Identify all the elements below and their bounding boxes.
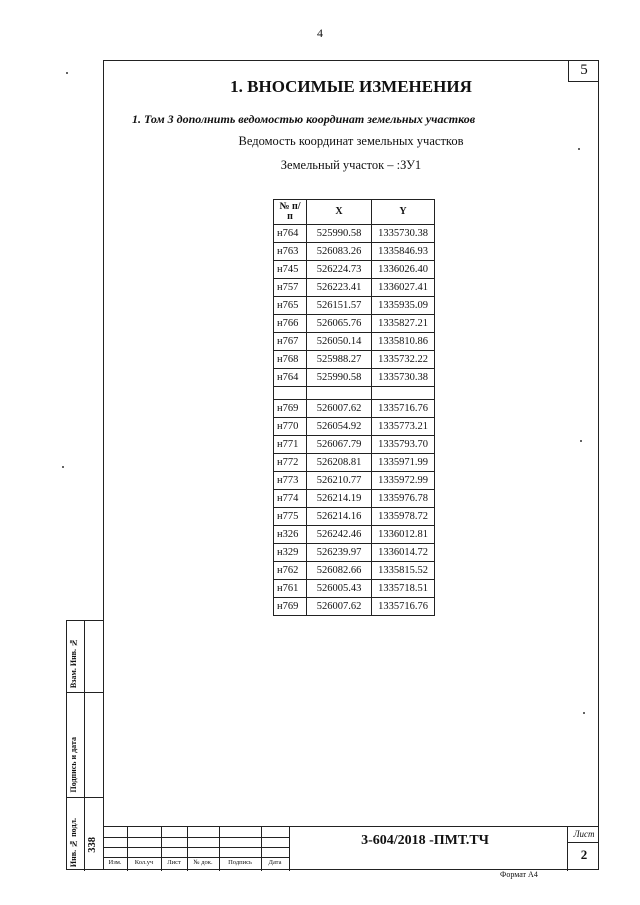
table-row bbox=[274, 225, 435, 243]
table-row bbox=[274, 508, 435, 526]
stamp-col-list: Лист bbox=[167, 859, 181, 866]
table-row bbox=[274, 598, 435, 616]
point-name-cell: н775 bbox=[274, 508, 307, 526]
y-coord-cell: 1335773.21 bbox=[372, 418, 435, 436]
y-coord-cell: 1335793.70 bbox=[372, 436, 435, 454]
y-coord-cell: 1335716.76 bbox=[372, 400, 435, 418]
side-label-inv: Инв. № подл. bbox=[69, 817, 78, 867]
point-name-cell: н745 bbox=[274, 261, 307, 279]
scan-speck bbox=[583, 712, 585, 714]
y-coord-cell: 1336027.41 bbox=[372, 279, 435, 297]
table-row bbox=[274, 243, 435, 261]
scan-speck bbox=[66, 72, 68, 74]
y-coord-cell: 1335846.93 bbox=[372, 243, 435, 261]
x-coord-cell: 526208.81 bbox=[307, 454, 372, 472]
y-coord-cell: 1335730.38 bbox=[372, 369, 435, 387]
sheet-value: 2 bbox=[580, 847, 588, 862]
stamp-col-doc: № док. bbox=[193, 859, 213, 866]
x-coord-cell: 526007.62 bbox=[307, 400, 372, 418]
x-coord-cell: 526082.66 bbox=[307, 562, 372, 580]
stamp-col-data: Дата bbox=[268, 859, 282, 866]
table-row bbox=[274, 454, 435, 472]
point-name-cell: н326 bbox=[274, 526, 307, 544]
scan-speck bbox=[578, 148, 580, 150]
side-cell-inv bbox=[67, 798, 103, 871]
x-coord-cell: 526210.77 bbox=[307, 472, 372, 490]
point-name-cell: н769 bbox=[274, 400, 307, 418]
x-coord-cell: 526242.46 bbox=[307, 526, 372, 544]
coordinates-table bbox=[273, 199, 435, 616]
table-row bbox=[274, 490, 435, 508]
table-row bbox=[274, 562, 435, 580]
x-coord-cell: 525988.27 bbox=[307, 351, 372, 369]
x-coord-cell: 526223.41 bbox=[307, 279, 372, 297]
y-coord-cell: 1335732.22 bbox=[372, 351, 435, 369]
point-name-cell: н329 bbox=[274, 544, 307, 562]
table-row bbox=[274, 580, 435, 598]
scan-speck bbox=[580, 440, 582, 442]
side-label-podpis: Подпись и дата bbox=[69, 737, 78, 793]
point-name-cell: н771 bbox=[274, 436, 307, 454]
x-coord-cell: 526065.76 bbox=[307, 315, 372, 333]
x-coord-cell: 526007.62 bbox=[307, 598, 372, 616]
side-cell-podpis bbox=[67, 693, 103, 798]
x-coord-cell: 526214.19 bbox=[307, 490, 372, 508]
y-coord-cell: 1335730.38 bbox=[372, 225, 435, 243]
x-coord-cell: 526067.79 bbox=[307, 436, 372, 454]
point-name-cell: н764 bbox=[274, 369, 307, 387]
y-coord-cell: 1335716.76 bbox=[372, 598, 435, 616]
point-name-cell: н765 bbox=[274, 297, 307, 315]
stamp-col-izm: Изм. bbox=[108, 859, 122, 866]
table-row bbox=[274, 436, 435, 454]
y-coord-cell: 1335972.99 bbox=[372, 472, 435, 490]
y-coord-cell: 1336012.81 bbox=[372, 526, 435, 544]
table-row bbox=[274, 544, 435, 562]
title-block bbox=[103, 826, 599, 870]
stamp-col-kolvo: Кол.уч bbox=[134, 859, 154, 866]
document-number: 3-604/2018 -ПМТ.ТЧ bbox=[361, 833, 489, 848]
side-cell-vzam bbox=[67, 621, 103, 693]
point-name-cell: н763 bbox=[274, 243, 307, 261]
table-row bbox=[274, 297, 435, 315]
point-name-cell: н774 bbox=[274, 490, 307, 508]
plot-title: Земельный участок – :ЗУ1 bbox=[280, 158, 422, 172]
x-coord-cell: 526083.26 bbox=[307, 243, 372, 261]
table-row bbox=[274, 315, 435, 333]
point-name-cell: н770 bbox=[274, 418, 307, 436]
side-label-vzam: Взам. Инв. № bbox=[69, 637, 78, 688]
side-stamp bbox=[66, 620, 103, 870]
table-row bbox=[274, 526, 435, 544]
y-coord-cell: 1335827.21 bbox=[372, 315, 435, 333]
y-coord-cell: 1336026.40 bbox=[372, 261, 435, 279]
change-item: 1. Том 3 дополнить ведомостью координат земельных участков bbox=[132, 112, 476, 126]
table-row bbox=[274, 261, 435, 279]
point-name-cell: н767 bbox=[274, 333, 307, 351]
point-name-cell: н766 bbox=[274, 315, 307, 333]
table-row bbox=[274, 472, 435, 490]
point-name-cell: н772 bbox=[274, 454, 307, 472]
table-row bbox=[274, 333, 435, 351]
y-coord-cell: 1336014.72 bbox=[372, 544, 435, 562]
side-inv-value: 338 bbox=[87, 837, 98, 853]
stamp-col-podpis: Подпись bbox=[228, 859, 252, 866]
col-header-y: Y bbox=[372, 200, 435, 225]
y-coord-cell: 1335978.72 bbox=[372, 508, 435, 526]
x-coord-cell: 526050.14 bbox=[307, 333, 372, 351]
sheet-number-box: 5 bbox=[568, 60, 599, 82]
point-name-cell: н764 bbox=[274, 225, 307, 243]
table-row-separator bbox=[274, 387, 435, 400]
x-coord-cell: 526214.16 bbox=[307, 508, 372, 526]
y-coord-cell: 1335815.52 bbox=[372, 562, 435, 580]
x-coord-cell: 526005.43 bbox=[307, 580, 372, 598]
x-coord-cell: 526224.73 bbox=[307, 261, 372, 279]
table-row bbox=[274, 351, 435, 369]
point-name-cell: н768 bbox=[274, 351, 307, 369]
format-label: Формат А4 bbox=[500, 870, 538, 879]
table-row bbox=[274, 418, 435, 436]
point-name-cell: н773 bbox=[274, 472, 307, 490]
y-coord-cell: 1335810.86 bbox=[372, 333, 435, 351]
point-name-cell: н769 bbox=[274, 598, 307, 616]
statement-title: Ведомость координат земельных участков bbox=[238, 134, 464, 148]
col-header-x: X bbox=[307, 200, 372, 225]
table-header-row bbox=[274, 200, 435, 225]
page-number: 4 bbox=[317, 26, 323, 40]
table-row bbox=[274, 369, 435, 387]
table-row bbox=[274, 400, 435, 418]
y-coord-cell: 1335971.99 bbox=[372, 454, 435, 472]
x-coord-cell: 525990.58 bbox=[307, 369, 372, 387]
y-coord-cell: 1335976.78 bbox=[372, 490, 435, 508]
section-heading: 1. ВНОСИМЫЕ ИЗМЕНЕНИЯ bbox=[230, 77, 472, 96]
col-header-num: № п/п bbox=[274, 200, 307, 225]
point-name-cell: н761 bbox=[274, 580, 307, 598]
y-coord-cell: 1335935.09 bbox=[372, 297, 435, 315]
scan-speck bbox=[62, 466, 64, 468]
point-name-cell: н762 bbox=[274, 562, 307, 580]
x-coord-cell: 526054.92 bbox=[307, 418, 372, 436]
x-coord-cell: 526239.97 bbox=[307, 544, 372, 562]
x-coord-cell: 526151.57 bbox=[307, 297, 372, 315]
sheet-label: Лист bbox=[573, 829, 595, 839]
point-name-cell: н757 bbox=[274, 279, 307, 297]
x-coord-cell: 525990.58 bbox=[307, 225, 372, 243]
table-body bbox=[274, 225, 435, 616]
table-row bbox=[274, 279, 435, 297]
y-coord-cell: 1335718.51 bbox=[372, 580, 435, 598]
